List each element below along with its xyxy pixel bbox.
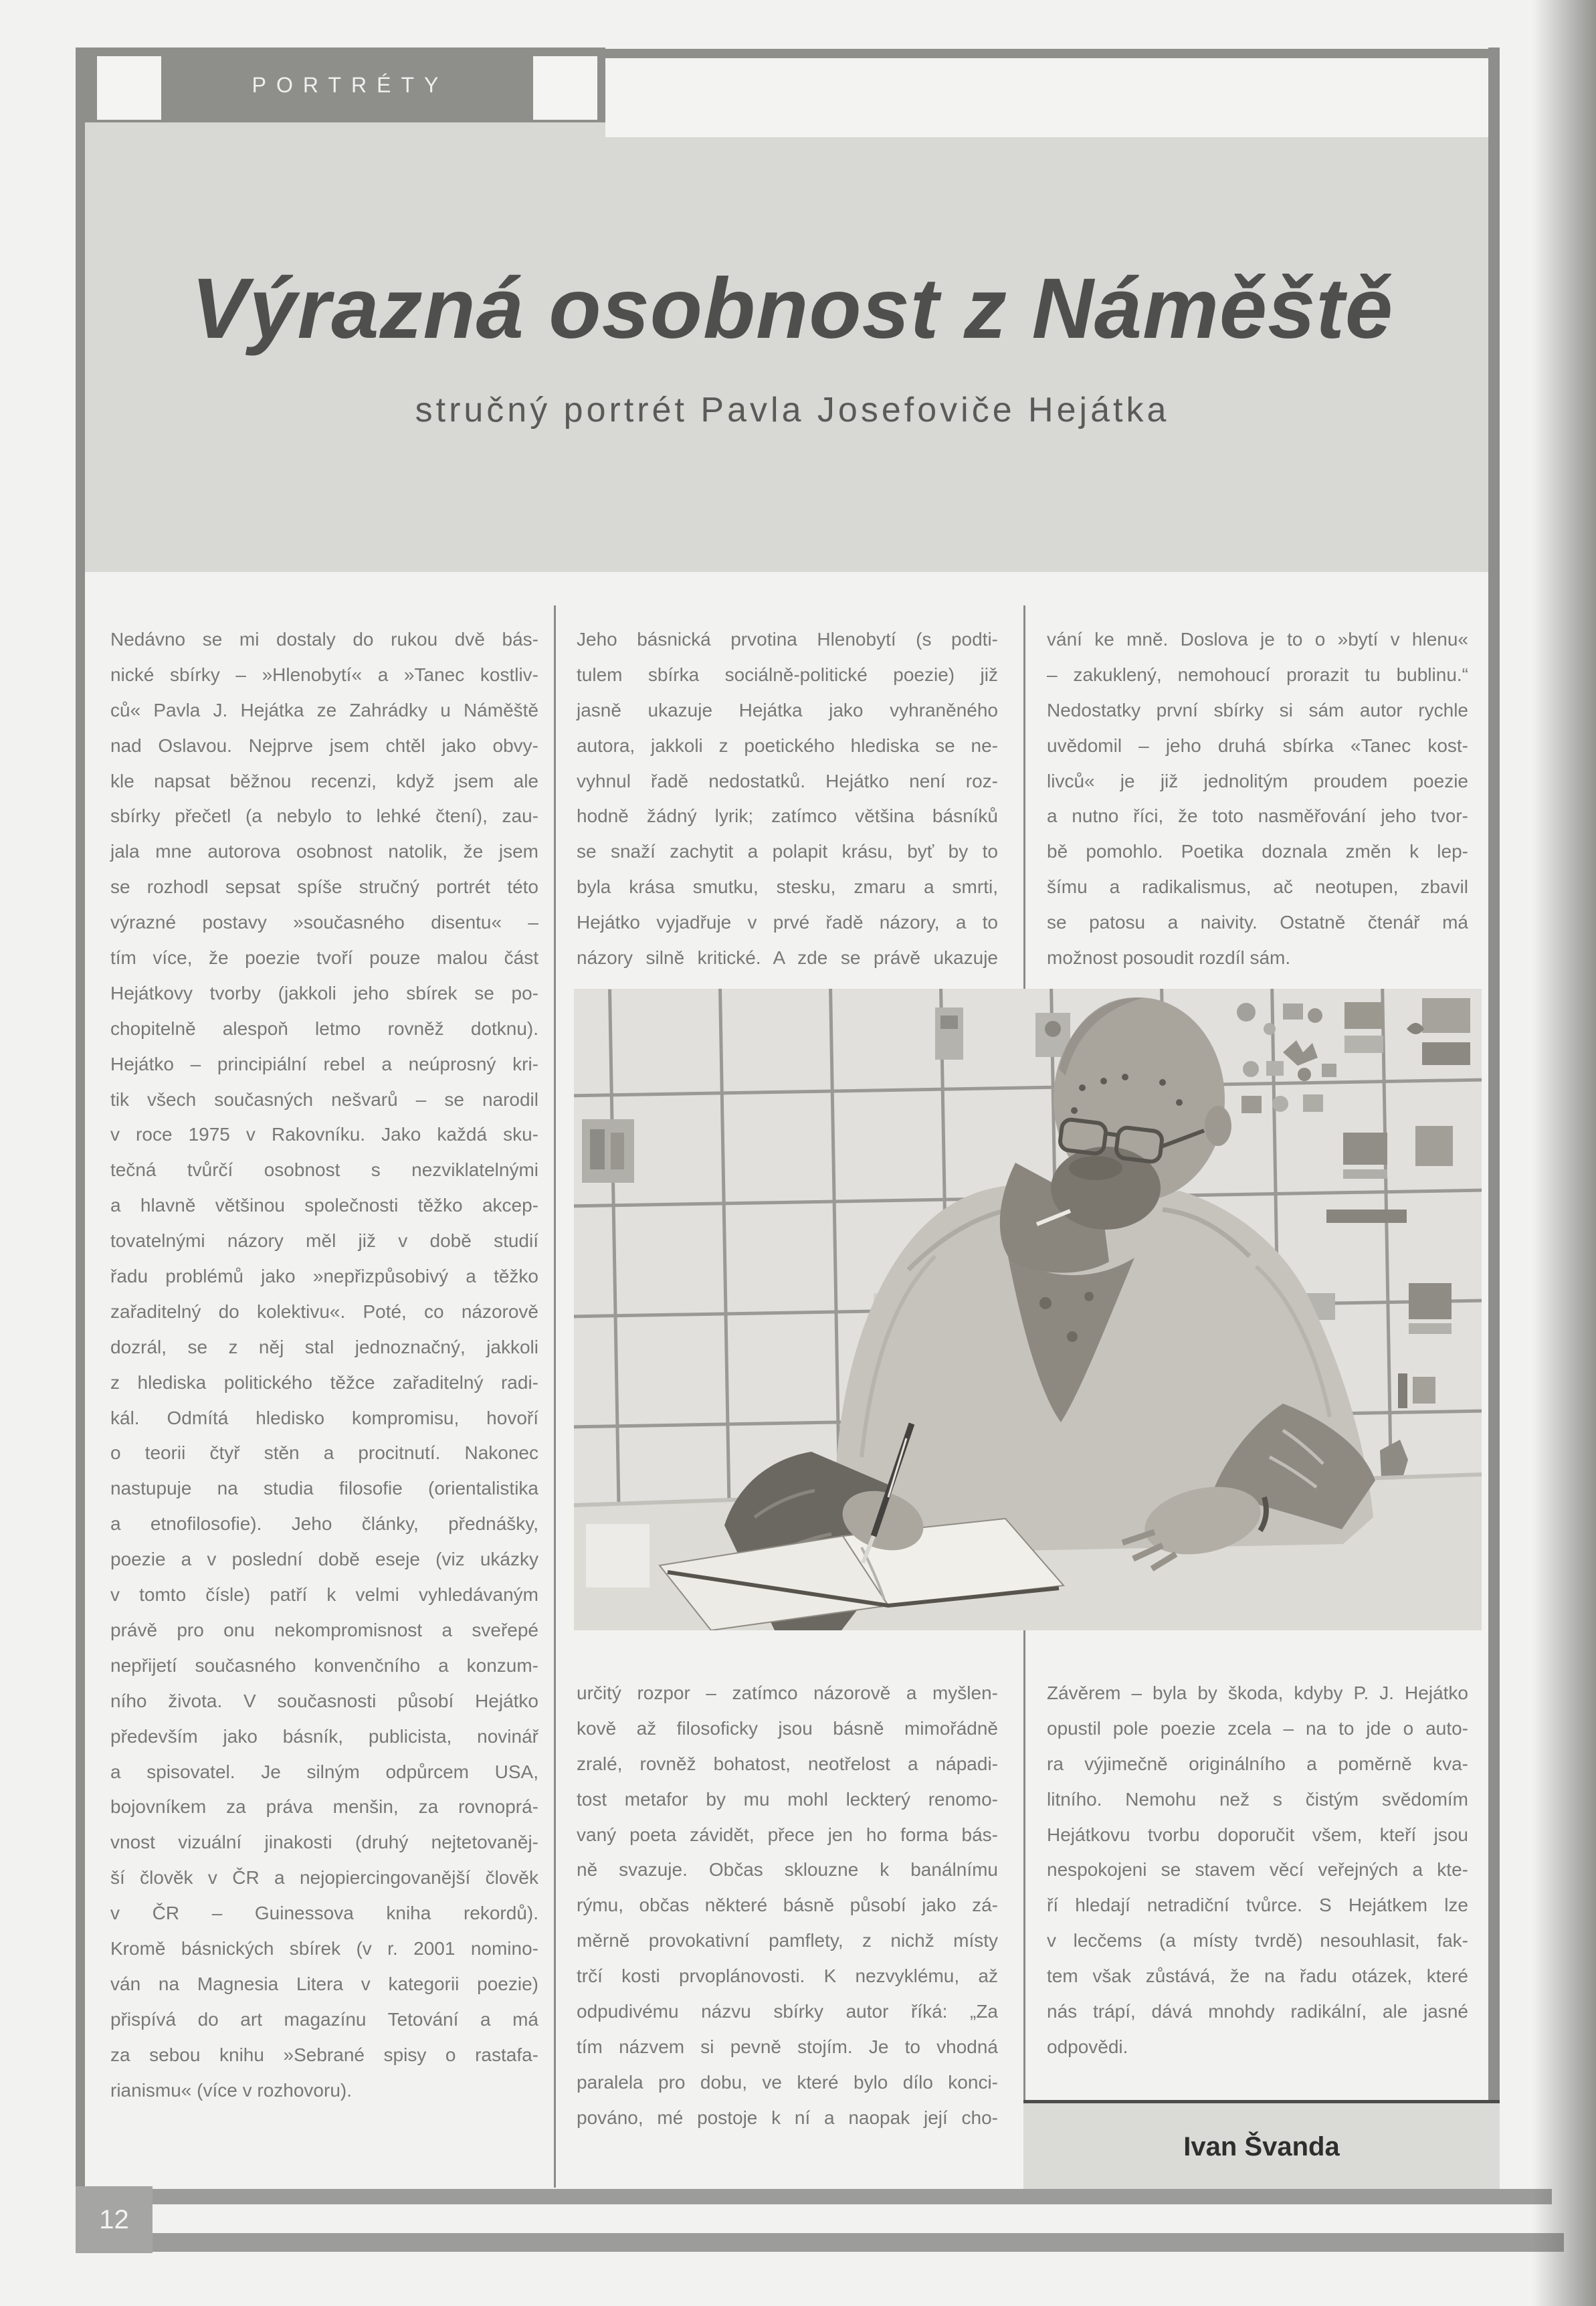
page-title: Výrazná osobnost z Náměště [191, 261, 1394, 357]
table-object [586, 1524, 650, 1588]
frame-left-border [76, 47, 85, 2253]
article-column-3-top: vání ke mně. Doslova je to o »bytí v hlenu« – zakuklený, nemohoucí prorazit tu bublinu.“ Nedostatky první sbírky si sám autor rychle uvědomil – jeho druhá sbírka «Tanec kost- livců« je již jednolitým proudem poezie a nutno říci, že toto nasměřování jeho tvor- bě pomohlo. Poetika doznala změn k lep- šímu a radikalismus, ač neotupen, zbavil se patosu a naivity. Ostatně čtenář má možnost posoudit rozdíl sám. [1047, 629, 1468, 969]
footer-rule-top [153, 2189, 1552, 2204]
column-divider-1 [554, 605, 556, 2188]
article-photo-portrait [574, 989, 1482, 1630]
article-column-2-bottom: určitý rozpor – zatímco názorově a myšlen- kově až filosoficky jsou básně mimořádně zralé, rovněž bohatost, neotřelost a nápadi- tost metafor by mu mohl leckterý renomo- vaný poeta závidět, přece jen ho forma bás- ně svazuje. Občas sklouzne k banálnímu rýmu, občas některé básně působí jako zá- měrně provokativní pamflety, z nichž místy trčí kosti prvoplánovosti. K nezvyklému, až odpudivému názvu sbírky autor říká: „Za tím názvem si pevně stojím. Je to vhodná paralela pro dobu, ve které bylo dílo konci- pováno, mé postoje k ní a naopak její cho- [577, 1683, 998, 2128]
footer-rule-bottom [153, 2233, 1564, 2252]
article-column-2-top: Jeho básnická prvotina Hlenobytí (s podti- tulem sbírka sociálně-politické poezie) již jasně ukazuje Hejátka jako vyhraněného autora, jakkoli z poetického hlediska se ne- vyhnul řadě nedostatků. Hejátko není roz- hodně žádný lyrik; zatímco většina básníků se snaží zachytit a polapit krásu, byť by to byla krása smutku, stesku, zmaru a smrti, Hejátko vyjadřuje v prvé řadě názory, a to názory silně kritické. A zde se právě ukazuje [577, 629, 998, 969]
title-panel [85, 122, 1500, 572]
page-number: 12 [99, 2204, 129, 2234]
author-byline: Ivan Švanda [1183, 2132, 1340, 2161]
frame-right-border [1488, 47, 1500, 2204]
page-number-box [76, 2186, 153, 2253]
section-header-band [85, 47, 605, 122]
page-subtitle: stručný portrét Pavla Josefoviče Hejátka [415, 391, 1170, 429]
scan-edge-shadow [1532, 0, 1596, 2306]
article-column-3-bottom: Závěrem – byla by škoda, kdyby P. J. Hejátko opustil pole poezie zcela – na to jde o auto- ra výjimečně originálního a poměrně kva- litního. Nemohu než s čistým svědomím Hejátkovu tvorbu doporučit všem, kteří jsou nespokojeni se stavem věcí veřejných a kte- ří hledají netradiční tvůrce. S Hejátkem lze v lecčems (a místy tvrdě) nesouhlasit, fak- tem však zůstává, že na řadu otázek, které nás trápí, dává mnohdy radikální, ale jasné odpovědi. [1047, 1683, 1468, 2057]
article-column-1: Nedávno se mi dostaly do rukou dvě bás- nické sbírky – »Hlenobytí« a »Tanec kostliv- ců« Pavla J. Hejátka ze Zahrádky u Náměště nad Oslavou. Nejprve jsem chtěl jako obvy- kle napsat běžnou recenzi, když jsem ale sbírky přečetl (a nebylo to lehké čtení), zau- jala mne autorova osobnost natolik, že jsem se rozhodl sepsat spíše stručný portrét této výrazné postavy »současného disentu« – tím více, že poezie tvoří pouze malou část Hejátkovy tvorby (jakkoli jeho sbírek se po- chopitelně alespoň letmo rovněž dotknu). Hejátko – principiální rebel a neúprosný kri- tik všech současných nešvarů – se narodil v roce 1975 v Rakovníku. Jako každá sku- tečná tvůrčí osobnost s nezviklatelnými a hlavně většinou společnosti těžko akcep- tovatelnými názory měl již v době studií řadu problémů jako »nepřizpůsobivý a těžko zařaditelný do kolektivu«. Poté, co názorově dozrál, se z něj stal jednoznačný, jakkoli z hlediska politického těžce zařaditelný radi- kál. Odmítá hledisko kompromisu, hovoří o teorii čtyř stěn a procitnutí. Nakonec nastupuje na studia filosofie (orientalistika a etnofilosofie). Jeho články, přednášky, poezie a v poslední době eseje (viz ukázky v tomto čísle) patří k velmi vyhledávaným právě pro onu nekompromisnost a sveřepé nepřijetí současného konvenčního a konzum- ního života. V současnosti působí Hejátko především jako básník, publicista, novinář a spisovatel. Je silným odpůrcem USA, bojovníkem za práva menšin, za rovnoprá- vnost vizuální jinakosti (druhý nejtetovaněj- ší člověk v ČR a nejopiercingovanější člověk v ČR – Guinessova kniha rekordů). Kromě básnických sbírek (v r. 2001 nomino- ván na Magnesia Litera v kategorii poezie) přispívá do art magazínu Tetování a má za sebou knihu »Sebrané spisy o rastafa- rianismu« (více v rozhovoru). [110, 629, 538, 2101]
byline-box [1023, 2100, 1500, 2191]
frame-top-border [605, 49, 1500, 58]
header-white-strip [605, 58, 1500, 137]
section-label: PORTRÉTY [252, 72, 449, 97]
